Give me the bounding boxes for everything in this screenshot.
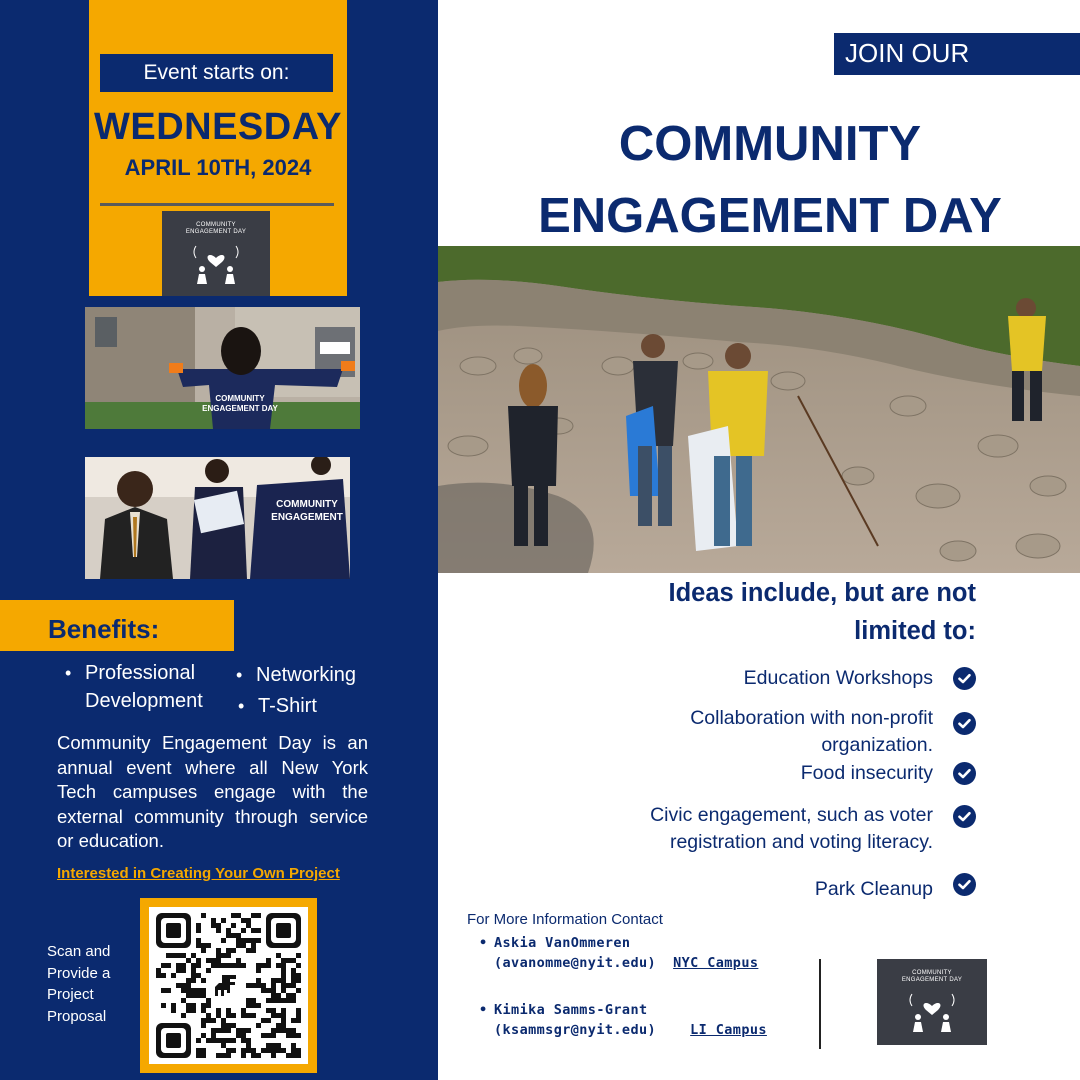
idea-item xyxy=(650,802,933,856)
check-circle-icon xyxy=(953,873,976,896)
idea-text: organization. xyxy=(821,734,933,756)
qr-code-frame xyxy=(140,898,317,1073)
idea-text: Education Workshops xyxy=(743,667,933,689)
idea-item xyxy=(690,705,933,759)
benefit-item: • Professional Development xyxy=(85,659,235,715)
scan-instructions: Scan and Provide a Project Proposal xyxy=(47,943,111,1025)
check-circle-icon xyxy=(953,667,976,690)
dinosaur-icon xyxy=(215,975,236,996)
contact-email[interactable]: (avanomme@nyit.edu) xyxy=(494,954,657,971)
park-cleanup-photo xyxy=(438,246,1080,573)
idea-text: Food insecurity xyxy=(800,762,933,784)
shirt-text-2a: COMMUNITY xyxy=(276,499,338,510)
shirt-text-1a: COMMUNITY xyxy=(215,394,265,403)
idea-text: Collaboration with non-profit xyxy=(690,707,933,729)
idea-text: registration and voting literacy. xyxy=(669,831,933,853)
ideas-heading-line-2: limited to: xyxy=(854,617,976,645)
logo-text-line1: COMMUNITY xyxy=(912,970,952,976)
contact-campus[interactable]: LI Campus xyxy=(690,1021,767,1038)
logo-text-line1: COMMUNITY xyxy=(196,221,236,228)
event-logo xyxy=(877,959,987,1045)
contact-name: Kimika Samms-Grant xyxy=(494,1002,648,1018)
event-date: APRIL 10TH, 2024 xyxy=(124,155,312,180)
shirt-text-2b: ENGAGEMENT xyxy=(271,512,343,523)
event-starts-label: Event starts on: xyxy=(100,54,333,92)
event-description: Community Engagement Day is an annual event where all New York Tech campuses engage with the external community through service or education. xyxy=(57,732,368,851)
idea-item xyxy=(801,760,933,787)
qr-code[interactable] xyxy=(149,907,308,1064)
logo-text-line2: ENGAGEMENT DAY xyxy=(901,977,963,983)
shirt-text-1b: ENGAGEMENT DAY xyxy=(202,404,278,413)
volunteer-photo-2 xyxy=(85,457,350,579)
check-circle-icon xyxy=(953,712,976,735)
check-circle-icon xyxy=(953,805,976,828)
benefit-item: • T-Shirt xyxy=(258,692,317,720)
ideas-heading xyxy=(556,574,976,650)
divider xyxy=(100,203,334,206)
contact-person xyxy=(494,1001,784,1040)
benefits-heading: Benefits: xyxy=(0,600,234,651)
idea-text: Park Cleanup xyxy=(814,878,933,900)
logo-text-line2: ENGAGEMENT DAY xyxy=(185,228,247,235)
create-project-link[interactable]: Interested in Creating Your Own Project xyxy=(57,865,340,882)
idea-item xyxy=(744,665,933,692)
contact-person xyxy=(494,934,784,973)
contact-name: Askia VanOmmeren xyxy=(494,935,631,951)
title-line-1: COMMUNITY xyxy=(618,117,922,171)
contact-email[interactable]: (ksammsgr@nyit.edu) xyxy=(494,1021,657,1038)
idea-item xyxy=(815,876,933,903)
ideas-heading-line-1: Ideas include, but are not xyxy=(668,579,976,607)
vertical-divider xyxy=(819,959,821,1049)
heart-hands-icon xyxy=(186,236,246,286)
benefit-item: • Networking xyxy=(256,661,356,689)
volunteer-photo-1 xyxy=(85,307,360,429)
check-circle-icon xyxy=(953,762,976,785)
join-label: JOIN OUR xyxy=(834,33,1080,75)
contact-heading: For More Information Contact xyxy=(467,911,663,928)
page-title xyxy=(490,108,1050,252)
title-line-2: ENGAGEMENT DAY xyxy=(538,189,1002,243)
idea-text: Civic engagement, such as voter xyxy=(650,804,933,826)
event-weekday: WEDNESDAY xyxy=(93,106,343,148)
event-logo xyxy=(162,211,270,296)
heart-hands-icon xyxy=(902,984,962,1034)
contact-campus[interactable]: NYC Campus xyxy=(673,954,759,971)
